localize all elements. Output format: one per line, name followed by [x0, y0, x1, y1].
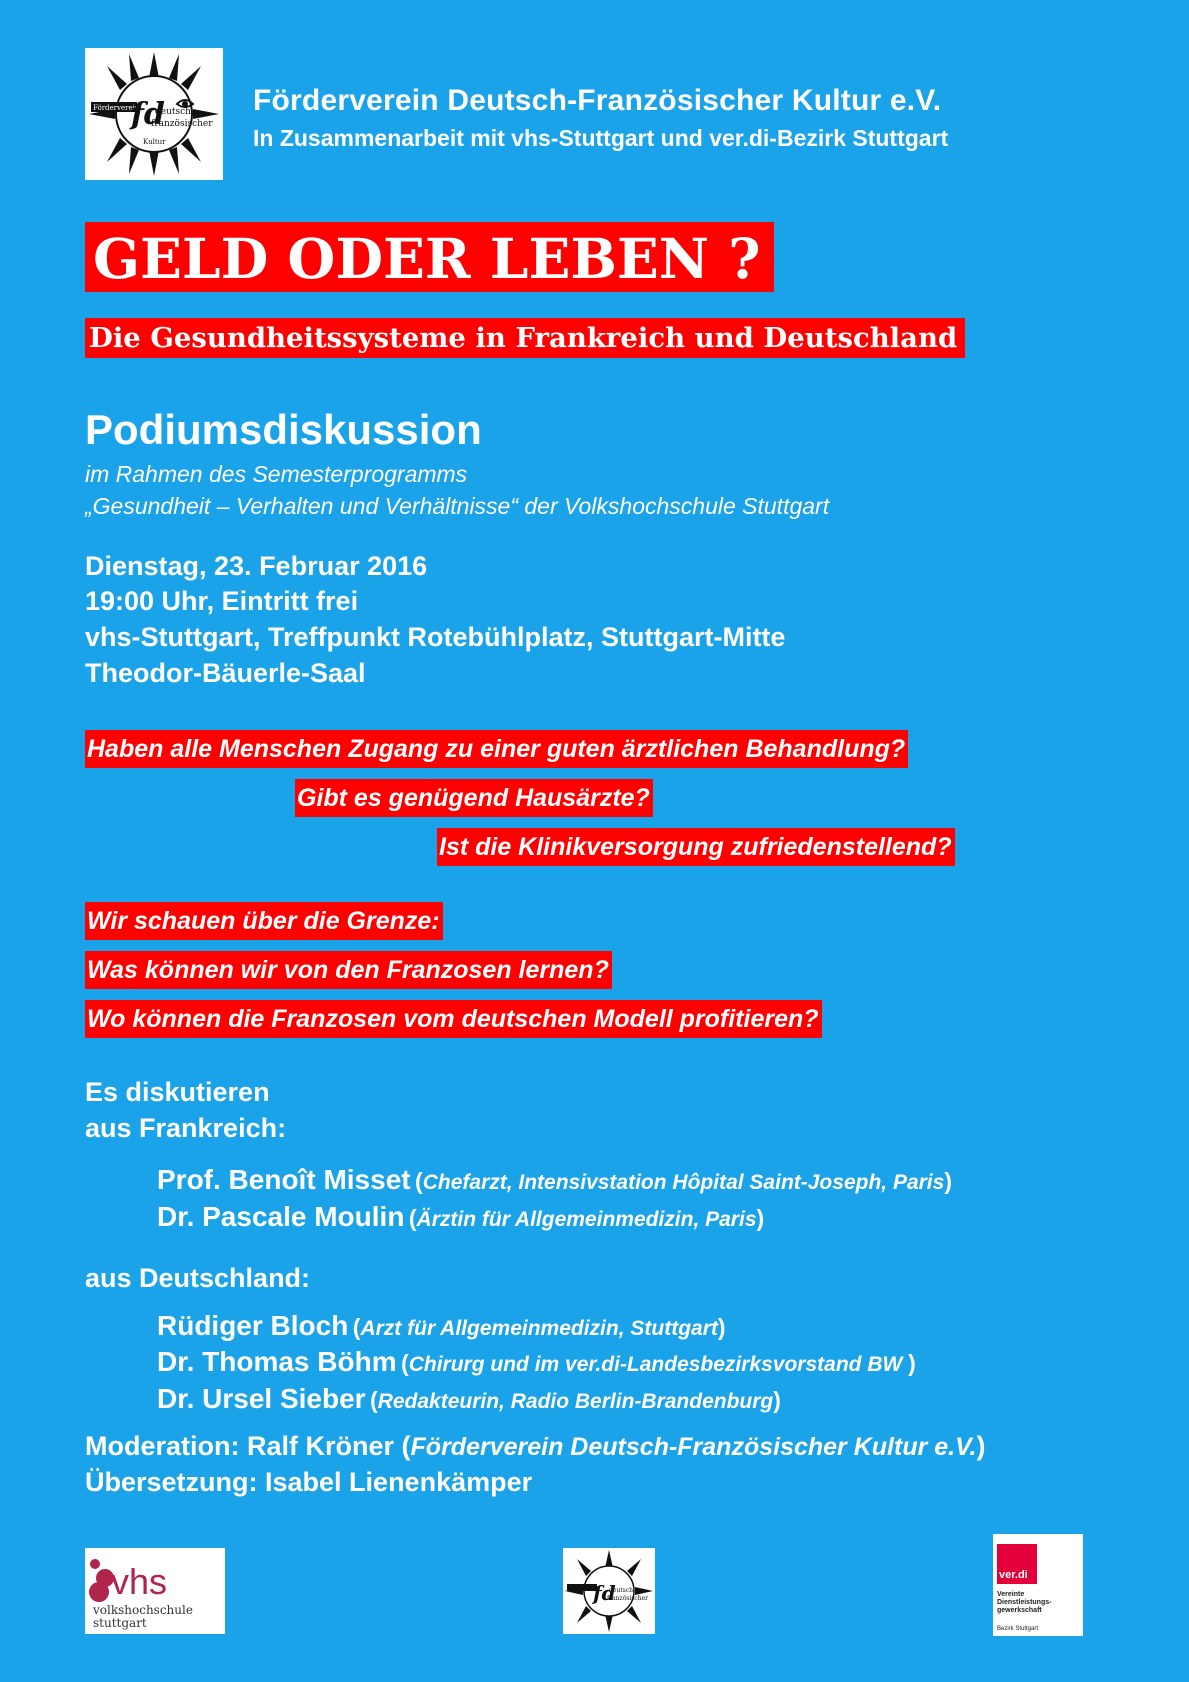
border-question-2: Was können wir von den Franzosen lernen? [85, 951, 612, 989]
vhs-logo [85, 1548, 225, 1634]
svg-text:Bezirk Stuttgart: Bezirk Stuttgart [997, 1626, 1039, 1632]
sun-logo-icon [85, 48, 223, 180]
program-context-line1: im Rahmen des Semesterprogramms [85, 461, 468, 487]
svg-text:ver.di: ver.di [999, 1569, 1028, 1581]
translation: Übersetzung: Isabel Lienenkämper [85, 1467, 533, 1497]
panelist-name: Dr. Ursel Sieber [157, 1383, 366, 1414]
panelist-germany-2: Dr. Thomas Böhm (Chirurg und im ver.di-Landesbezirksvorstand BW ) [157, 1346, 916, 1377]
panelist-name: Prof. Benoît Misset [157, 1164, 411, 1195]
france-label: aus Frankreich: [85, 1113, 287, 1143]
event-room: Theodor-Bäuerle-Saal [85, 658, 366, 688]
svg-text:fd: fd [131, 97, 165, 132]
vhs-logo-icon [85, 1548, 225, 1634]
svg-text:Kultur: Kultur [143, 138, 166, 146]
verdi-logo [993, 1534, 1083, 1636]
germany-label: aus Deutschland: [85, 1263, 311, 1293]
verdi-logo-icon [993, 1534, 1083, 1636]
panelist-france-2: Dr. Pascale Moulin (Ärztin für Allgemeinmedizin, Paris) [157, 1201, 765, 1232]
panelist-name: Rüdiger Bloch [157, 1310, 349, 1341]
event-venue: vhs-Stuttgart, Treffpunkt Rotebühlplatz, Stuttgart-Mitte [85, 622, 786, 652]
event-type-heading: Podiumsdiskussion [85, 406, 482, 453]
panelist-role: Arzt für Allgemeinmedizin, Stuttgart [360, 1317, 718, 1340]
program-context-line2: „Gesundheit – Verhalten und Verhältnisse“ der Volkshochschule Stuttgart [85, 493, 830, 519]
svg-text:gewerkschaft: gewerkschaft [997, 1607, 1042, 1614]
panelist-role: Chefarzt, Intensivstation Hôpital Saint-Joseph, Paris [422, 1171, 945, 1194]
moderator: Moderation: Ralf Kröner [85, 1431, 395, 1461]
panelist-france-1: Prof. Benoît Misset (Chefarzt, Intensivstation Hôpital Saint-Joseph, Paris) [157, 1164, 952, 1195]
organizer-partners: In Zusammenarbeit mit vhs-Stuttgart und ver.di-Bezirk Stuttgart [253, 125, 949, 151]
border-question-3: Wo können die Franzosen vom deutschen Modell profitieren? [85, 1000, 822, 1038]
panelist-role: Chirurg und im ver.di-Landesbezirksvorstand BW [408, 1353, 909, 1376]
svg-text:deutsch-: deutsch- [609, 1587, 635, 1594]
svg-text:französischer: französischer [151, 119, 213, 129]
main-title: GELD ODER LEBEN ? [85, 222, 774, 292]
panelist-name: Dr. Thomas Böhm [157, 1346, 397, 1377]
panelist-role: Ärztin für Allgemeinmedizin, Paris [416, 1208, 757, 1231]
svg-text:volkshochschule: volkshochschule [93, 1603, 193, 1617]
event-time: 19:00 Uhr, Eintritt frei [85, 586, 359, 616]
event-date: Dienstag, 23. Februar 2016 [85, 551, 428, 581]
panelist-name: Dr. Pascale Moulin [157, 1201, 405, 1232]
svg-text:französischer: französischer [607, 1595, 649, 1602]
border-question-1: Wir schauen über die Grenze: [85, 902, 443, 940]
svg-text:Vereinte: Vereinte [997, 1591, 1025, 1598]
panelist-germany-1: Rüdiger Bloch (Arzt für Allgemeinmedizin, Stuttgart) [157, 1310, 726, 1341]
organizer-name: Förderverein Deutsch-Französischer Kultur e.V. [253, 84, 942, 117]
svg-text:Förderverein: Förderverein [93, 104, 140, 112]
svg-text:Dienstleistungs-: Dienstleistungs- [997, 1599, 1052, 1606]
moderation: Moderation: Ralf Kröner (Förderverein Deutsch-Französischer Kultur e.V.) [85, 1431, 986, 1461]
question-gps: Gibt es genügend Hausärzte? [295, 779, 653, 817]
panelist-germany-3: Dr. Ursel Sieber (Redakteurin, Radio Berlin-Brandenburg) [157, 1383, 781, 1414]
sun-logo-icon [563, 1548, 655, 1634]
svg-text:stuttgart: stuttgart [93, 1616, 147, 1630]
question-clinics: Ist die Klinikversorgung zufriedenstellend? [437, 828, 955, 866]
moderator-role: Förderverein Deutsch-Französischer Kultur e.V. [410, 1433, 977, 1461]
discussion-intro: Es diskutieren [85, 1077, 270, 1107]
svg-text:deutsch-: deutsch- [155, 107, 194, 117]
svg-text:fd: fd [593, 1581, 616, 1605]
svg-text:vhs: vhs [111, 1561, 168, 1602]
panelist-role: Redakteurin, Radio Berlin-Brandenburg [377, 1390, 774, 1413]
association-logo-small [563, 1548, 655, 1634]
org-logo [85, 48, 223, 180]
question-access: Haben alle Menschen Zugang zu einer guten ärztlichen Behandlung? [85, 730, 908, 768]
subtitle: Die Gesundheitssysteme in Frankreich und Deutschland [85, 318, 965, 358]
